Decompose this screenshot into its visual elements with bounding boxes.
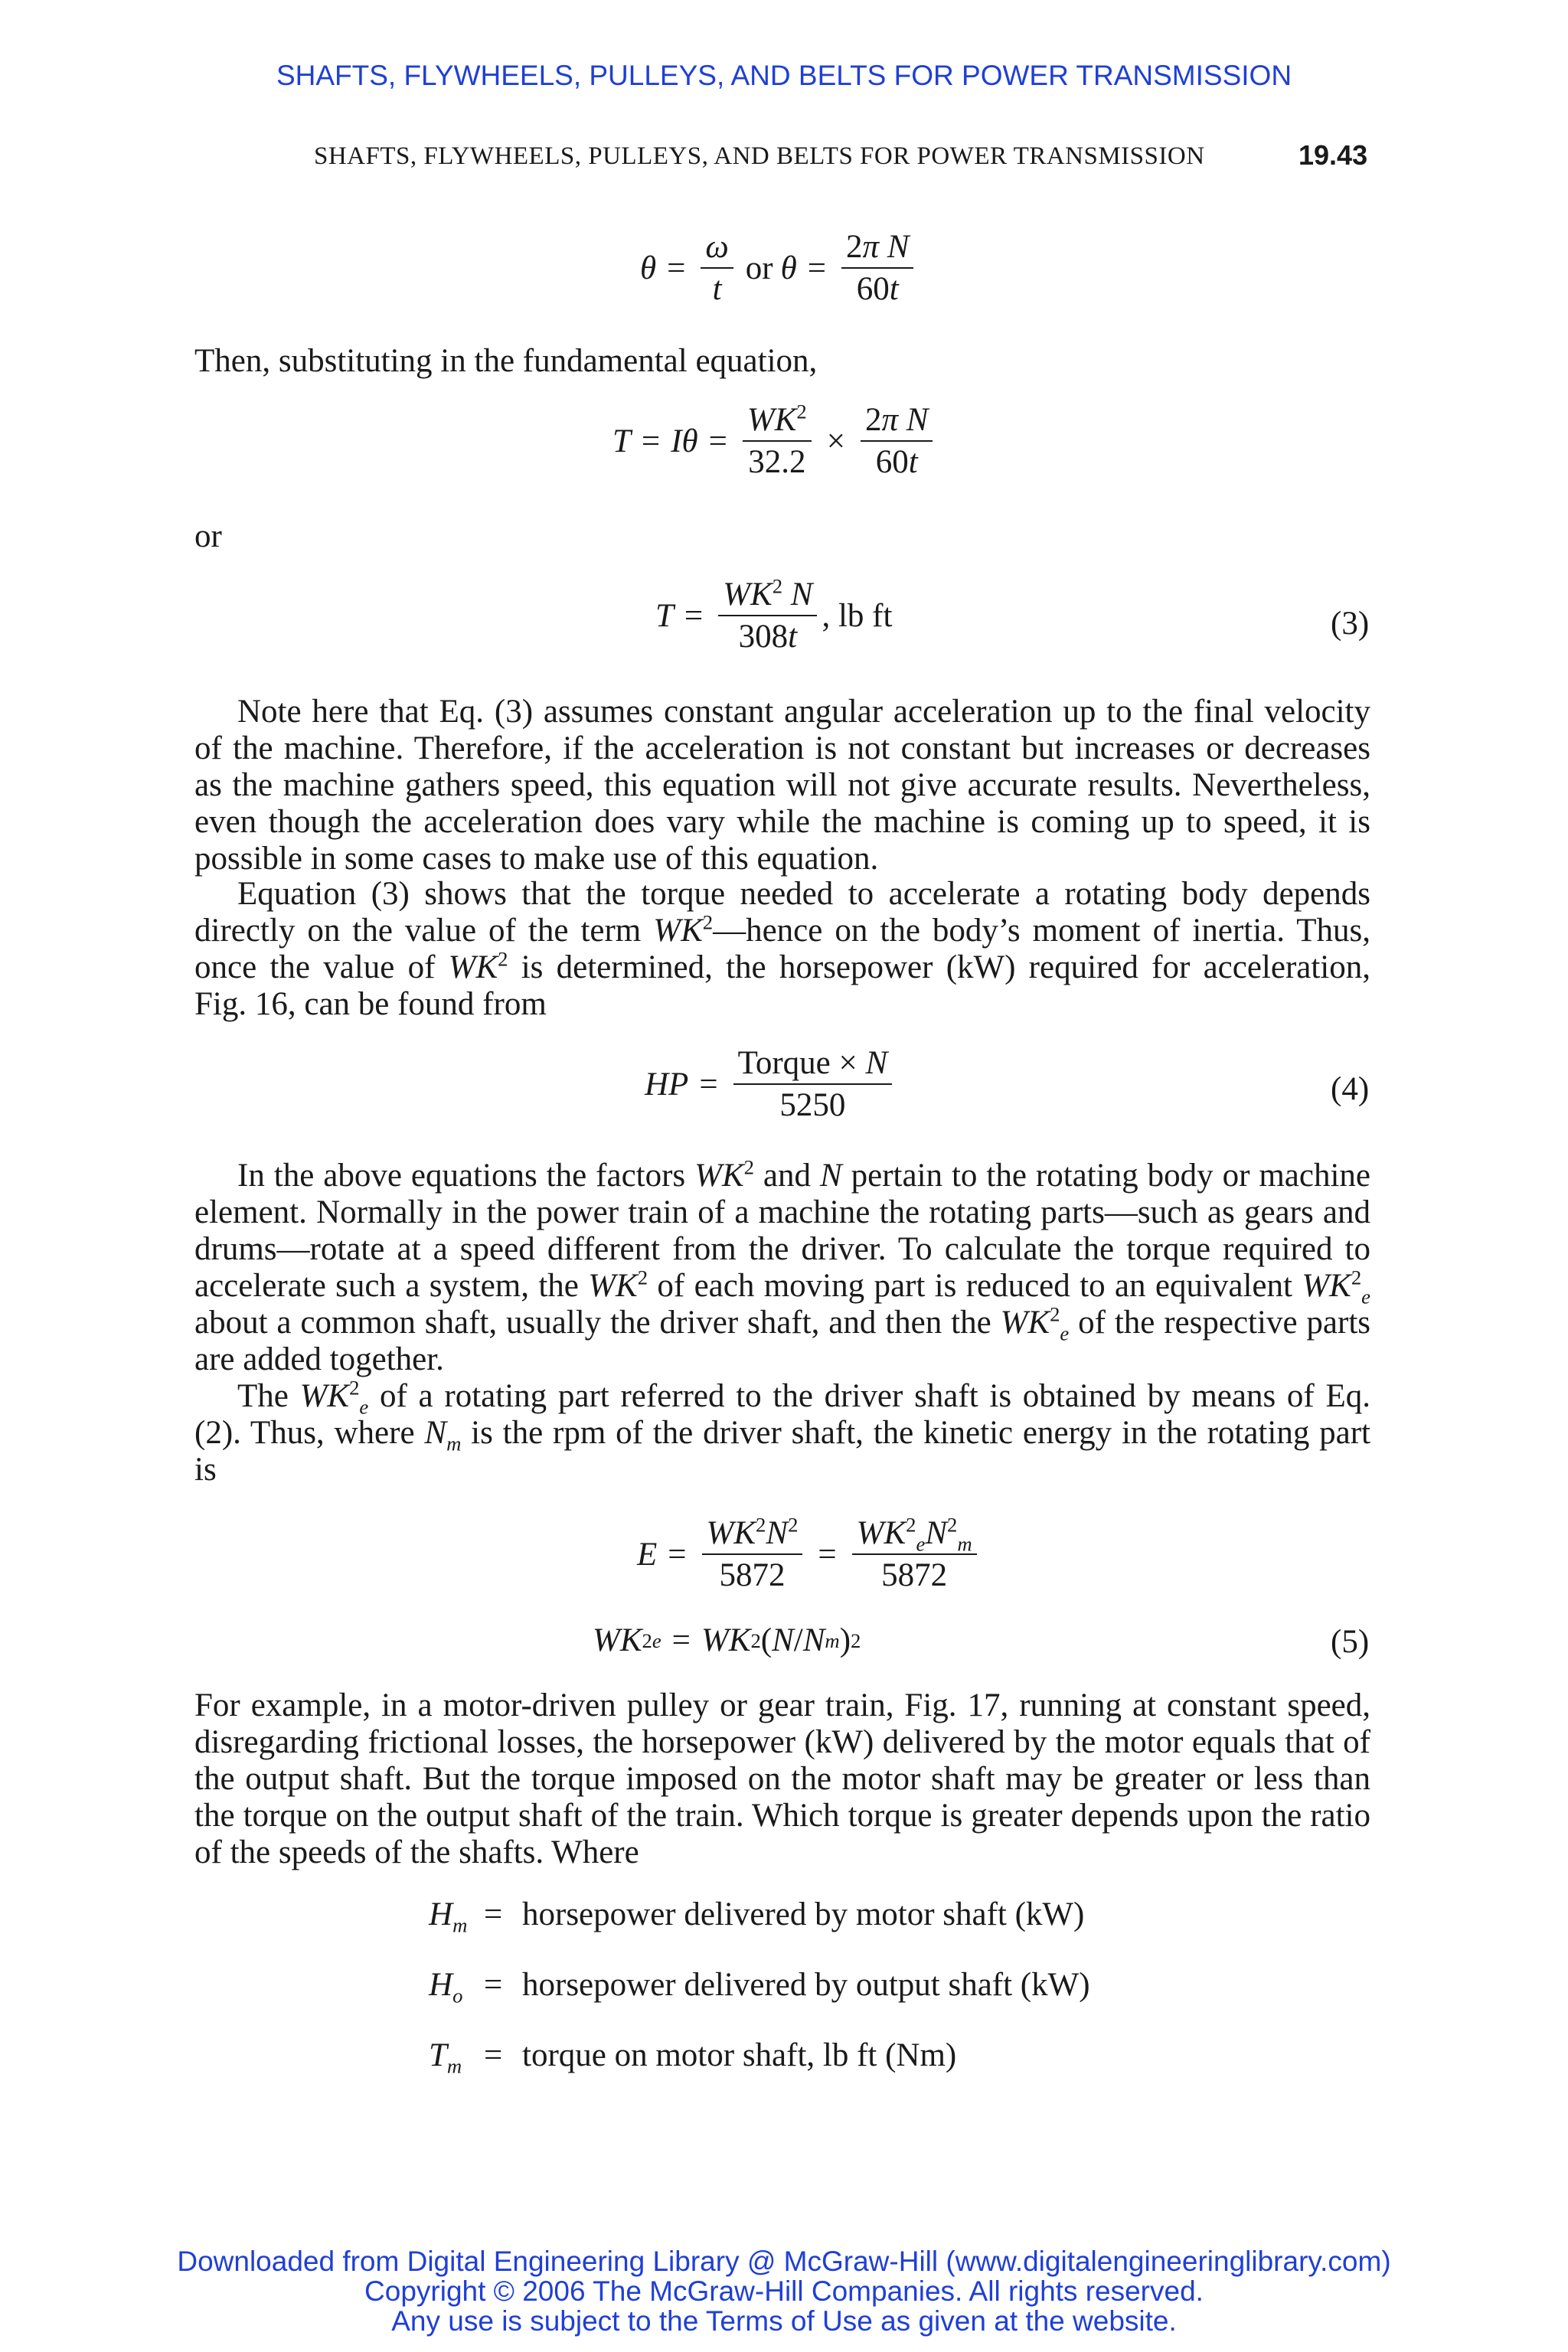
text-substituting: Then, substituting in the fundamental equation, <box>194 343 818 379</box>
paragraph-5: For example, in a motor-driven pulley or gear train, Fig. 17, running at constant speed, disregarding frictional losses, the horsepower (kW) delivered by the motor equals that of the output shaft. But the torque imposed on the motor shaft may be greater or less than the torque on the output shaft of the train. Which torque is greater depends upon the ratio of the speeds of the shafts. Where <box>194 1687 1370 1870</box>
equation-theta: θ = $\frac{\omega}{t}$ or θ = $\frac{\text{2π N}}{60t}$ <box>640 230 918 306</box>
footer-download-link[interactable]: Downloaded from Digital Engineering Library @ McGraw-Hill (www.digitalengineeringlibrary.com) <box>177 2246 1391 2277</box>
definition-motor-horsepower: $H_m$ = horsepower delivered by motor shaft (kW) <box>429 1896 1085 1937</box>
paragraph-3: In the above equations the factors $WK^2$ and N pertain to the rotating body or machine element. Normally in the power train of a machine the rotating parts—such as gears and drums—rotate at a speed different from the driver. To calculate the torque required to accelerate such a system, the $WK^2$ of each moving part is reduced to an equivalent $WK^2_e$ about a common shaft, usually the driver shaft, and then the $WK^2_e$ of the respective parts are added together. <box>194 1155 1371 1377</box>
definition-output-horsepower: $H_o$ = horsepower delivered by output shaft (kW) <box>429 1967 1090 2007</box>
top-link-title[interactable]: SHAFTS, FLYWHEELS, PULLEYS, AND BELTS FOR POWER TRANSMISSION <box>276 60 1292 91</box>
running-head: SHAFTS, FLYWHEELS, PULLEYS, AND BELTS FOR POWER TRANSMISSION <box>314 142 1205 170</box>
equation-5: WK 2 e = WK 2 ( N / N m ) 2 <box>593 1622 861 1658</box>
definition-text: horsepower delivered by output shaft (kW) <box>522 1967 1090 2003</box>
footer-copyright: Copyright © 2006 The McGraw-Hill Companies. All rights reserved. <box>364 2275 1204 2307</box>
paragraph-4: The $WK^2_e$ of a rotating part referred to the driver shaft is obtained by means of Eq. (2). Thus, where $N_m$ is the rpm of the driver shaft, the kinetic energy in the rotating part is <box>194 1376 1371 1488</box>
equation-4-number: (4) <box>1331 1071 1370 1107</box>
equation-4: HP = $\frac{\text{Torque × N}}{5250}$ <box>645 1046 897 1122</box>
definition-text: torque on motor shaft, lb ft (Nm) <box>522 2037 957 2073</box>
equation-5-number: (5) <box>1331 1624 1370 1660</box>
paragraph-2: Equation (3) shows that the torque needed to accelerate a rotating body depends directly on the value of the term $WK^2—hence$ on the body’s moment of inertia. Thus, once the value of $WK^2$ is determined, the horsepower (kW) required for acceleration, Fig. 16, can be found from <box>194 876 1370 1022</box>
paragraph-1: Note here that Eq. (3) assumes constant angular acceleration up to the final velocity of the machine. Therefore, if the acceleration is not constant but increases or decreases as the machine gathers speed, this equation will not give accurate results. Nevertheless, even though the acceleration does vary while the machine is coming up to speed, it is possible in some cases to make use of this equation. <box>194 694 1370 877</box>
equation-3: T = $\frac{WK^2 N}{308t}$ , lb ft <box>655 574 893 655</box>
footer-terms[interactable]: Any use is subject to the Terms of Use as given at the website. <box>391 2305 1177 2337</box>
definition-text: horsepower delivered by motor shaft (kW) <box>522 1896 1085 1932</box>
definition-motor-torque: $T_m$ = torque on motor shaft, lb ft (Nm) <box>429 2037 957 2078</box>
page-number: 19.43 <box>1298 139 1368 171</box>
equation-torque-inertia: T = Iθ = $\frac{WK^2}{32.2}$ × $\frac{\text{2π N}}{60t}$ <box>612 403 937 479</box>
equation-kinetic-energy: E = $\frac{WK^2N^2}{5872}$ = $\frac{WK^2_eN^2_m}{5872}$ <box>637 1516 982 1592</box>
text-or: or <box>194 518 222 554</box>
equation-3-number: (3) <box>1331 606 1370 642</box>
